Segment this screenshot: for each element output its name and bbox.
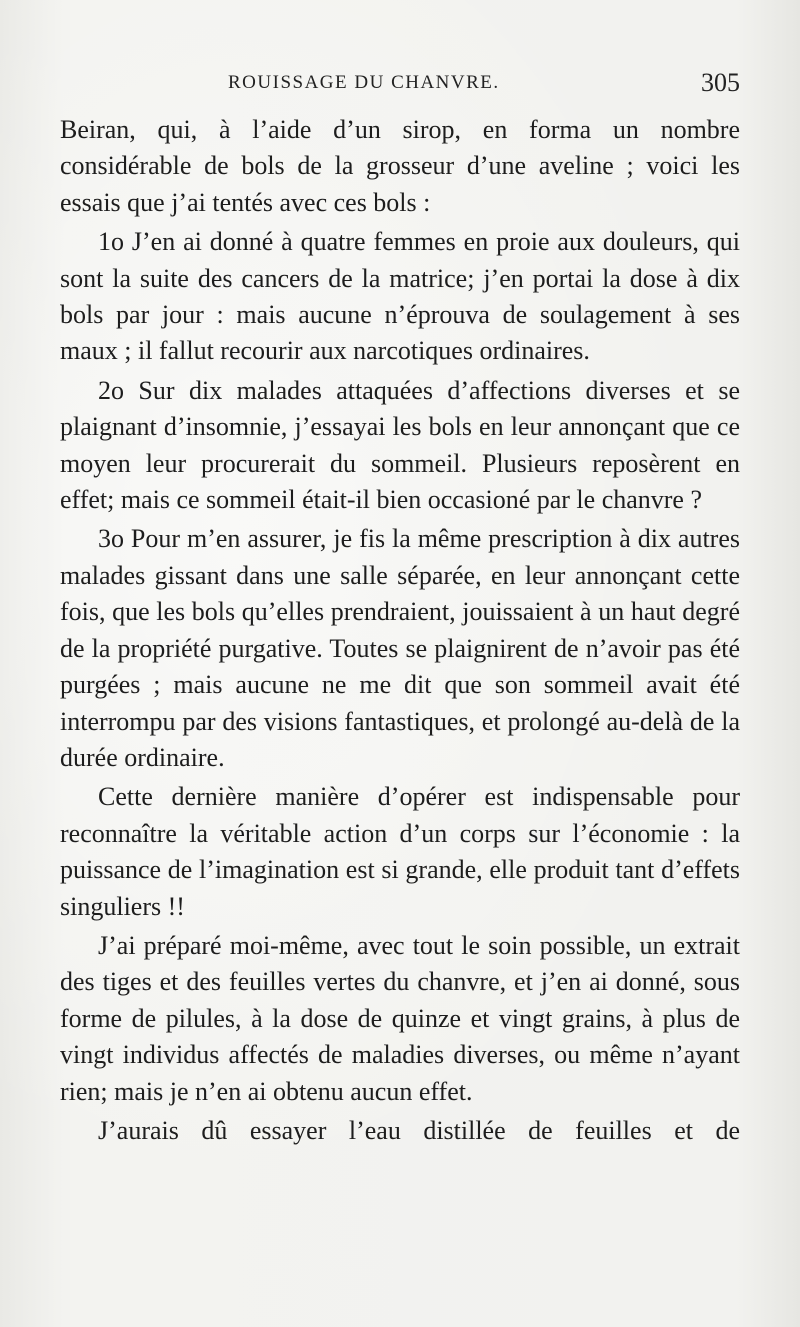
paragraph-1: Beiran, qui, à l’aide d’un sirop, en forma un nombre considérable de bols de la grosseur d’une aveline ; voici les essais que j’ai tentés avec ces bols :	[60, 115, 740, 217]
paragraph-2: 1o J’en ai donné à quatre femmes en proie aux douleurs, qui sont la suite des cancers de la matrice; j’en portai la dose à dix bols par jour : mais aucune n’éprouva de soulagement à ses maux ; il fallut recourir aux narcotiques ordinaires.	[60, 227, 740, 366]
page-header	[60, 68, 740, 98]
running-title: ROUISSAGE DU CHANVRE.	[228, 72, 500, 93]
page-number: 305	[701, 68, 740, 97]
paragraph-5: Cette dernière manière d’opérer est indispensable pour reconnaître la véritable action d’un corps sur l’économie : la puissance de l’imagination est si grande, elle produit tant d’effets singuliers !!	[60, 782, 740, 921]
paragraph-6: J’ai préparé moi-même, avec tout le soin possible, un extrait des tiges et des feuilles vertes du chanvre, et j’en ai donné, sous forme de pilules, à la dose de quinze et vingt grains, à plus de vingt individus affectés de maladies diverses, ou même n’ayant rien; mais je n’en ai obtenu aucun effet.	[60, 930, 740, 1106]
paragraph-4: 3o Pour m’en assurer, je fis la même prescription à dix autres malades gissant dans une salle séparée, en leur annonçant cette fois, que les bols qu’elles prendraient, jouissaient à un haut degré de la propriété purgative. Toutes se plaignirent de n’avoir pas été purgées ; mais aucune ne me dit que son sommeil avait été interrompu par des visions fantastiques, et prolongé au-delà de la durée ordinaire.	[60, 524, 740, 772]
paragraph-3: 2o Sur dix malades attaquées d’affections diverses et se plaignant d’insomnie, j’essayai les bols en leur annonçant que ce moyen leur procurerait du sommeil. Plusieurs reposèrent en effet; mais ce sommeil était-il bien occasioné par le chanvre ?	[60, 375, 740, 515]
paragraph-7: J’aurais dû essayer l’eau distillée de feuilles et de	[98, 1115, 740, 1145]
body-text	[60, 112, 740, 1152]
